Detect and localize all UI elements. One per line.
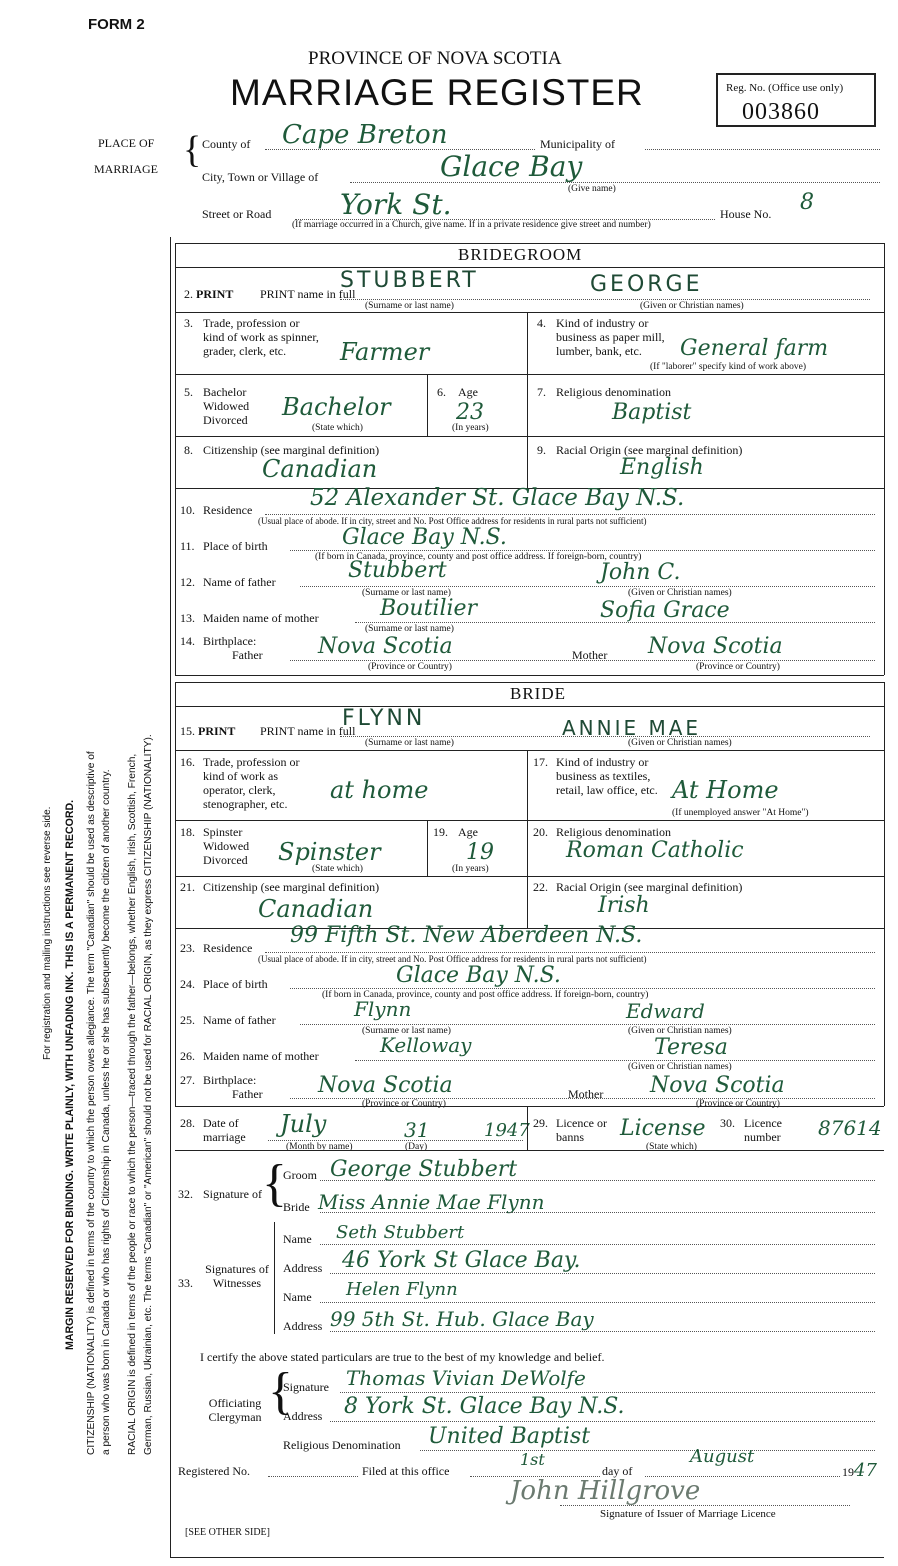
groom-given-hint: (Given or Christian names) — [640, 301, 744, 311]
licence-value: License — [620, 1116, 706, 1141]
reg-label: Reg. No. — [726, 82, 766, 94]
groom-bp-father-hint: (Province or Country) — [368, 662, 452, 672]
groom-mother-surname-hint: (Surname or last name) — [365, 624, 454, 634]
rule — [884, 682, 885, 1106]
bride-citizenship: Canadian — [258, 895, 374, 923]
rule — [355, 1060, 875, 1061]
day-hint: (Day) — [405, 1142, 428, 1152]
groom-years-hint: (In years) — [452, 423, 489, 433]
signature-of-label: Signature of — [203, 1187, 262, 1201]
rule — [175, 243, 884, 244]
margin-note-binding: MARGIN RESERVED FOR BINDING. WRITE PLAINLY, WITH UNFADING INK. THIS IS A PERMANENT RECORD. — [64, 799, 76, 1350]
rule — [300, 1024, 875, 1025]
witness2-name: Helen Flynn — [346, 1279, 458, 1300]
bride-bp-mother-label: Mother — [568, 1087, 604, 1101]
reg-number: 003860 — [742, 99, 820, 125]
groom-industry: General farm — [680, 336, 829, 361]
bride-birthplace-label: Place of birth — [203, 977, 268, 991]
certify-statement: I certify the above stated particulars are true to the best of my knowledge and belief. — [200, 1350, 605, 1364]
registered-label: Registered No. — [178, 1464, 250, 1478]
groom-citizenship-label: Citizenship (see marginal definition) — [203, 443, 380, 457]
bride-given: ANNIE MAE — [562, 716, 702, 740]
city-line — [350, 182, 880, 183]
municipality-label: Municipality of — [540, 137, 615, 151]
marriage-day: 31 — [404, 1118, 430, 1142]
bride-birthplace: Glace Bay N.S. — [396, 963, 561, 988]
marriage-register-page: For registration and mailing instructions see reverse side. MARGIN RESERVED FOR BINDING. WRITE PLAINLY, WITH UNFADING INK. THIS IS A PERMANENT RECORD. CITIZENSHIP (NATIONALITY) is defined in terms of the country to which the person owes allegiance. The term "Canadian" should be used as descriptive of a person who was born in Canada or who has rights of Citizenship in Canada, unless he or she has subsequently become the citizen of another country. RACIAL ORIGIN is defined in terms of the people or race to which the person—traced through the father—belongs, whether English, Irish, Scottish, French, German, Russian, Ukrainian, etc. The terms "Canadian" or "American" should not be used for RACIAL ORIGIN, as they express CITIZENSHIP (NATIONALITY). FORM 2 PROVINCE OF NOVA SCOTIA MARRIAGE REGISTER Reg. No. (Office use only) 003860 PLACE OF MARRIAGE { County of Cape Breton Municipality of City, Town or Village of Glace Bay (Give name) Street or Road York St. House No. 8 (If marriage occurred in a Church, give name. If in a private residence give street and number) BRIDEGROOM 2. PRINT PRINT name in full STUBBERT GEORGE (Surname or last name) (Given or Christian names) 3. Trade, profession or kind of work as spinner, grader, clerk, etc. Farmer 4. Kind of industry or business as paper mill, lumber, bank, etc. General farm (If "laborer" specify kind of work above) 5. Bachelor Widowed Divorced Bachelor (State which) 6. Age 23 (In years) 7. Religious denomination Baptist 8. Citizenship (see marginal definition) Canadian 9. Racial Origin (see marginal definition) English 10. Residence 52 Alexander St. Glace Bay N.S. (Usual place of abode. If in city, street and No. Post Office address for residents in rural parts not sufficient) 11. Place of birth Glace Bay N.S. (If born in Canada, province, county and post office address. If foreign-born, country) 12. Name of father Stubbert John C. (Surname or last name) (Given or Christian names) 13. Maiden name of mother Boutilier Sofia Grace (Surname or last name) 14. Birthplace: Father Nova Scotia Mother Nova Scotia (Province or Country) (Province or Country) BRIDE 15. PRINT PRINT name in full FLYNN ANNIE MAE (Surname or last name) (Given or Christian names) 16. Trade, profession or kind of work as operator, clerk, stenographer, etc. at home 17. Kind of industry or business as textiles, retail, law office, etc. At Home (If unemployed answer "At Home") 18. Spinster Widowed Divorced Spinster (State which) 19. Age 19 (In years) 20. Religious denomination Roman Catholic 21. Citizenship (see marginal definition) Canadian 22. Racial Origin (see marginal definition) Irish 23. Residence 99 Fifth St. New Aberdeen N.S. (Usual place of abode. If in city, street and No. Post Office address for residents in rural parts not sufficient) 24. Place of birth Glace Bay N.S. (If born in Canada, province, county and post office address. If foreign-born, country) 25. Name of father Flynn Edward (Surname or last name) (Given or Christian names) 26. Maiden name of mother Kelloway Teresa (Given or Christian names) 27. Birthplace: Father Nova Scotia Mother Nova Scotia (Province or Country) (Province or Country) 28. Date of marriage July 31 1947 (Month by name) (Day) 29. Licence or banns License (State which) 30. Licence number 87614 32. Signature of { Groom George Stubbert Bride Miss Annie Mae Flynn 33. Signatures of Witnesses Name Seth Stubbert Address 46 York St Glace Bay. Name Helen Flynn Address 99 5th St. Hub. Glace Bay I certify the above stated particulars are true to the best of my knowledge and belief. Officiating Clergyman { Signature Thomas Vivian DeWolfe Address 8 York St. Glace Bay N.S. Religious Denomination United Baptist Registered No. Filed at this office 1st day of August 1947 John Hillgrove Signature of Issuer of Marriage Licence [SEE OTHER SIDE] — [0, 0, 898, 1566]
frame-left — [170, 237, 171, 1557]
rule — [527, 312, 528, 374]
groom-status: Bachelor — [282, 393, 391, 421]
rule — [175, 682, 884, 683]
bride-residence-label: Residence — [203, 941, 253, 955]
licence-label: Licence or banns — [556, 1116, 607, 1144]
clergy-address: 8 York St. Glace Bay N.S. — [344, 1394, 625, 1419]
w1-name-label: Name — [283, 1232, 312, 1246]
rule — [268, 1140, 523, 1141]
bride-birthplace-hint: (If born in Canada, province, county and post office address. If foreign-born, country) — [322, 990, 649, 1000]
filed-year: 47 — [854, 1460, 877, 1481]
groom-bp-father: Nova Scotia — [318, 634, 453, 659]
groom-trade: Farmer — [340, 338, 430, 366]
groom-sig-label: Groom — [283, 1168, 317, 1182]
clergy-label: Officiating Clergyman — [208, 1396, 262, 1424]
bride-industry-label: Kind of industry or business as textiles, retail, law office, etc. — [556, 755, 658, 797]
rule — [527, 1106, 528, 1150]
bride-religion: Roman Catholic — [566, 838, 744, 863]
bride-years-hint: (In years) — [452, 864, 489, 874]
clergy-sig-label: Signature — [283, 1380, 329, 1394]
county-label: County of — [202, 137, 251, 151]
groom-father-surname: Stubbert — [348, 558, 447, 583]
groom-father-surname-hint: (Surname or last name) — [362, 588, 451, 598]
house-value: 8 — [800, 190, 814, 215]
street-label: Street or Road — [202, 207, 272, 221]
rule — [527, 750, 528, 820]
groom-mother-given: Sofia Grace — [600, 598, 730, 623]
day-of-label: day of — [602, 1464, 633, 1478]
bride-residence: 99 Fifth St. New Aberdeen N.S. — [290, 923, 643, 948]
witness1-name: Seth Stubbert — [336, 1222, 465, 1243]
groom-religion: Baptist — [612, 400, 692, 425]
marriage-year: 1947 — [484, 1120, 530, 1141]
bride-print-label: PRINT name in full — [260, 724, 356, 738]
groom-religion-label: Religious denomination — [556, 385, 671, 399]
groom-father-label: Name of father — [203, 575, 276, 589]
bride-bp-father-hint: (Province or Country) — [362, 1099, 446, 1109]
municipality-line — [645, 149, 880, 150]
groom-residence-label: Residence — [203, 503, 253, 517]
witness1-address: 46 York St Glace Bay. — [342, 1248, 581, 1273]
bride-racial: Irish — [598, 893, 650, 918]
margin-citizenship-def2: a person who was born in Canada or who has rights of Citizenship in Canada, unless he or she has subsequently become the citizen of another country. — [101, 769, 112, 1455]
rule — [330, 1331, 875, 1332]
rule — [290, 550, 875, 551]
rule — [340, 1392, 875, 1393]
bride-sig-label: Bride — [283, 1200, 310, 1214]
clergy-signature: Thomas Vivian DeWolfe — [346, 1366, 586, 1390]
w2-name-label: Name — [283, 1290, 312, 1304]
w1-addr-label: Address — [283, 1261, 323, 1275]
rule — [175, 243, 176, 675]
reg-number-box — [716, 73, 876, 127]
bride-status: Spinster — [278, 838, 381, 866]
bride-trade-label: Trade, profession or kind of work as operator, clerk, stenographer, etc. — [203, 755, 300, 811]
groom-birthplace-hint: (If born in Canada, province, county and post office address. If foreign-born, country) — [315, 552, 642, 562]
groom-bp-mother-hint: (Province or Country) — [696, 662, 780, 672]
city-label: City, Town or Village of — [202, 170, 319, 184]
groom-surname-hint: (Surname or last name) — [365, 301, 454, 311]
margin-racial-def2: German, Russian, Ukrainian, etc. The terms "Canadian" or "American" should not be used for RACIAL ORIGIN, as they express CITIZENSHIP (NATIONALITY). — [143, 734, 154, 1455]
groom-print-bold: PRINT — [196, 287, 234, 301]
rule — [300, 586, 875, 587]
issuer-signature: John Hillgrove — [510, 1476, 701, 1506]
rule — [175, 1150, 884, 1151]
rule — [420, 1450, 875, 1451]
groom-bp-label: Birthplace: — [203, 634, 257, 648]
bride-bp-mother-hint: (Province or Country) — [696, 1099, 780, 1109]
rule — [175, 1106, 884, 1107]
rule — [175, 820, 884, 821]
groom-state-hint: (State which) — [312, 423, 363, 433]
groom-mother-surname: Boutilier — [380, 596, 478, 621]
groom-residence-hint: (Usual place of abode. If in city, street and No. Post Office address for residents in rural parts not sufficient) — [258, 516, 647, 526]
groom-signature: George Stubbert — [330, 1157, 518, 1182]
rule — [527, 374, 528, 436]
issuer-label: Signature of Issuer of Marriage Licence — [600, 1508, 776, 1520]
clergy-addr-label: Address — [283, 1409, 323, 1423]
clergy-brace: { — [268, 1363, 293, 1420]
rule — [427, 820, 428, 876]
rule — [274, 1222, 275, 1334]
bride-bp-label: Birthplace: — [203, 1073, 257, 1087]
rule — [355, 622, 875, 623]
document-title: MARRIAGE REGISTER — [230, 72, 644, 113]
bride-heading: BRIDE — [510, 684, 566, 703]
bride-trade: at home — [330, 776, 429, 804]
groom-industry-label: Kind of industry or business as paper mill, lumber, bank, etc. — [556, 316, 665, 358]
bride-father-given-hint: (Given or Christian names) — [628, 1026, 732, 1036]
bride-father-surname: Flynn — [354, 997, 412, 1021]
binding-margin — [0, 0, 170, 1566]
month-hint: (Month by name) — [286, 1142, 353, 1152]
groom-bp-mother: Nova Scotia — [648, 634, 783, 659]
rule — [175, 706, 884, 707]
groom-surname: STUBBERT — [340, 268, 479, 293]
witness2-address: 99 5th St. Hub. Glace Bay — [330, 1307, 594, 1331]
rule — [340, 736, 870, 737]
bride-father-label: Name of father — [203, 1013, 276, 1027]
groom-given: GEORGE — [590, 272, 703, 297]
clergy-denomination: United Baptist — [428, 1424, 591, 1449]
groom-residence: 52 Alexander St. Glace Bay N.S. — [310, 485, 685, 511]
date-label: Date of marriage — [203, 1116, 246, 1144]
groom-status-label: Bachelor Widowed Divorced — [203, 385, 250, 427]
licence-number: 87614 — [818, 1116, 882, 1140]
rule — [265, 514, 875, 515]
rule — [527, 820, 528, 876]
see-other-side: [SEE OTHER SIDE] — [185, 1527, 270, 1538]
bride-mother-surname: Kelloway — [380, 1033, 472, 1057]
rule — [320, 1244, 875, 1245]
bride-racial-label: Racial Origin (see marginal definition) — [556, 880, 743, 894]
form-number: FORM 2 — [88, 16, 145, 33]
marriage-month: July — [280, 1110, 327, 1138]
bride-mother-label: Maiden name of mother — [203, 1049, 319, 1063]
rule — [175, 436, 884, 437]
place-label-2: MARRIAGE — [94, 162, 159, 176]
groom-industry-hint: (If "laborer" specify kind of work above) — [650, 362, 807, 372]
bride-age: 19 — [466, 840, 494, 865]
province-heading: PROVINCE OF NOVA SCOTIA — [308, 48, 562, 69]
groom-racial: English — [620, 455, 704, 480]
rule — [175, 312, 884, 313]
rule — [340, 299, 870, 300]
witness-label: Signatures of Witnesses — [205, 1262, 269, 1290]
rule — [527, 876, 528, 928]
place-brace: { — [183, 129, 202, 171]
bride-industry: At Home — [672, 776, 779, 804]
rule — [320, 1180, 875, 1181]
place-note: (If marriage occurred in a Church, give name. If in a private residence give street and number) — [292, 220, 651, 230]
rule — [175, 267, 884, 268]
place-label-1: PLACE OF — [98, 136, 155, 150]
bride-given-hint: (Given or Christian names) — [628, 738, 732, 748]
city-value: Glace Bay — [440, 150, 583, 183]
groom-heading: BRIDEGROOM — [458, 245, 583, 264]
reg-office-note: (Office use only) — [768, 82, 844, 94]
county-value: Cape Breton — [282, 120, 448, 150]
rule — [320, 1302, 875, 1303]
rule — [560, 1505, 850, 1506]
rule — [884, 243, 885, 675]
groom-mother-label: Maiden name of mother — [203, 611, 319, 625]
give-name-hint: (Give name) — [568, 184, 616, 194]
bride-religion-label: Religious denomination — [556, 825, 671, 839]
bride-status-label: Spinster Widowed Divorced — [203, 825, 250, 867]
bride-mother-given-hint: (Given or Christian names) — [628, 1062, 732, 1072]
rule — [175, 682, 176, 1106]
licence-number-label: Licence number — [744, 1116, 782, 1144]
groom-father-given-hint: (Given or Christian names) — [628, 588, 732, 598]
bride-bp-father: Nova Scotia — [318, 1073, 453, 1098]
rule — [175, 876, 884, 877]
f2-num: 2. — [184, 287, 193, 301]
groom-age: 23 — [456, 400, 484, 425]
groom-age-label: Age — [458, 385, 478, 399]
groom-racial-label: Racial Origin (see marginal definition) — [556, 443, 743, 457]
rule — [290, 660, 875, 661]
bride-father-surname-hint: (Surname or last name) — [362, 1026, 451, 1036]
margin-note-reverse: For registration and mailing instructions see reverse side. — [42, 806, 53, 1060]
rule — [175, 750, 884, 751]
rule — [175, 675, 884, 676]
rule — [527, 436, 528, 488]
groom-print-label: PRINT name in full — [260, 287, 356, 301]
signature-brace: { — [262, 1155, 287, 1212]
filed-label: Filed at this office — [362, 1464, 450, 1478]
rule — [290, 988, 875, 989]
bride-surname-hint: (Surname or last name) — [365, 738, 454, 748]
bride-father-given: Edward — [626, 999, 705, 1023]
bride-state-hint: (State which) — [312, 864, 363, 874]
margin-racial-def1: RACIAL ORIGIN is defined in terms of the people or race to which the person—traced through the father—belongs, whether English, Irish, Scottish, French, — [127, 753, 138, 1455]
denomination-label: Religious Denomination — [283, 1438, 401, 1452]
bride-age-label: Age — [458, 825, 478, 839]
bride-bp-mother: Nova Scotia — [650, 1073, 785, 1098]
rule — [330, 1421, 875, 1422]
bride-bp-father-label: Father — [232, 1087, 263, 1101]
groom-birthplace-label: Place of birth — [203, 539, 268, 553]
bride-residence-hint: (Usual place of abode. If in city, street and No. Post Office address for residents in rural parts not sufficient) — [258, 954, 647, 964]
house-label: House No. — [720, 207, 772, 221]
groom-trade-label: Trade, profession or kind of work as spinner, grader, clerk, etc. — [203, 316, 319, 358]
w2-addr-label: Address — [283, 1319, 323, 1333]
margin-citizenship-def1: CITIZENSHIP (NATIONALITY) is defined in terms of the country to which the person owes allegiance. The term "Canadian" should be used as descriptive of — [86, 751, 97, 1455]
rule — [268, 1476, 358, 1477]
bride-mother-given: Teresa — [654, 1035, 728, 1060]
groom-citizenship: Canadian — [262, 455, 378, 483]
licence-state-hint: (State which) — [646, 1142, 697, 1152]
bride-surname: FLYNN — [342, 706, 426, 731]
rule — [265, 952, 875, 953]
groom-father-given: John C. — [600, 560, 681, 585]
filed-day: 1st — [520, 1450, 545, 1469]
rule — [330, 1273, 875, 1274]
groom-bp-mother-label: Mother — [572, 648, 608, 662]
bride-industry-hint: (If unemployed answer "At Home") — [672, 808, 809, 818]
year-prefix: 19 — [842, 1465, 854, 1479]
rule — [427, 374, 428, 436]
bride-signature: Miss Annie Mae Flynn — [318, 1190, 545, 1214]
groom-birthplace: Glace Bay N.S. — [342, 525, 507, 550]
rule — [175, 374, 884, 375]
street-value: York St. — [340, 188, 452, 221]
bride-citizenship-label: Citizenship (see marginal definition) — [203, 880, 380, 894]
filed-month: August — [690, 1446, 755, 1467]
rule — [320, 1212, 875, 1213]
groom-bp-father-label: Father — [232, 648, 263, 662]
